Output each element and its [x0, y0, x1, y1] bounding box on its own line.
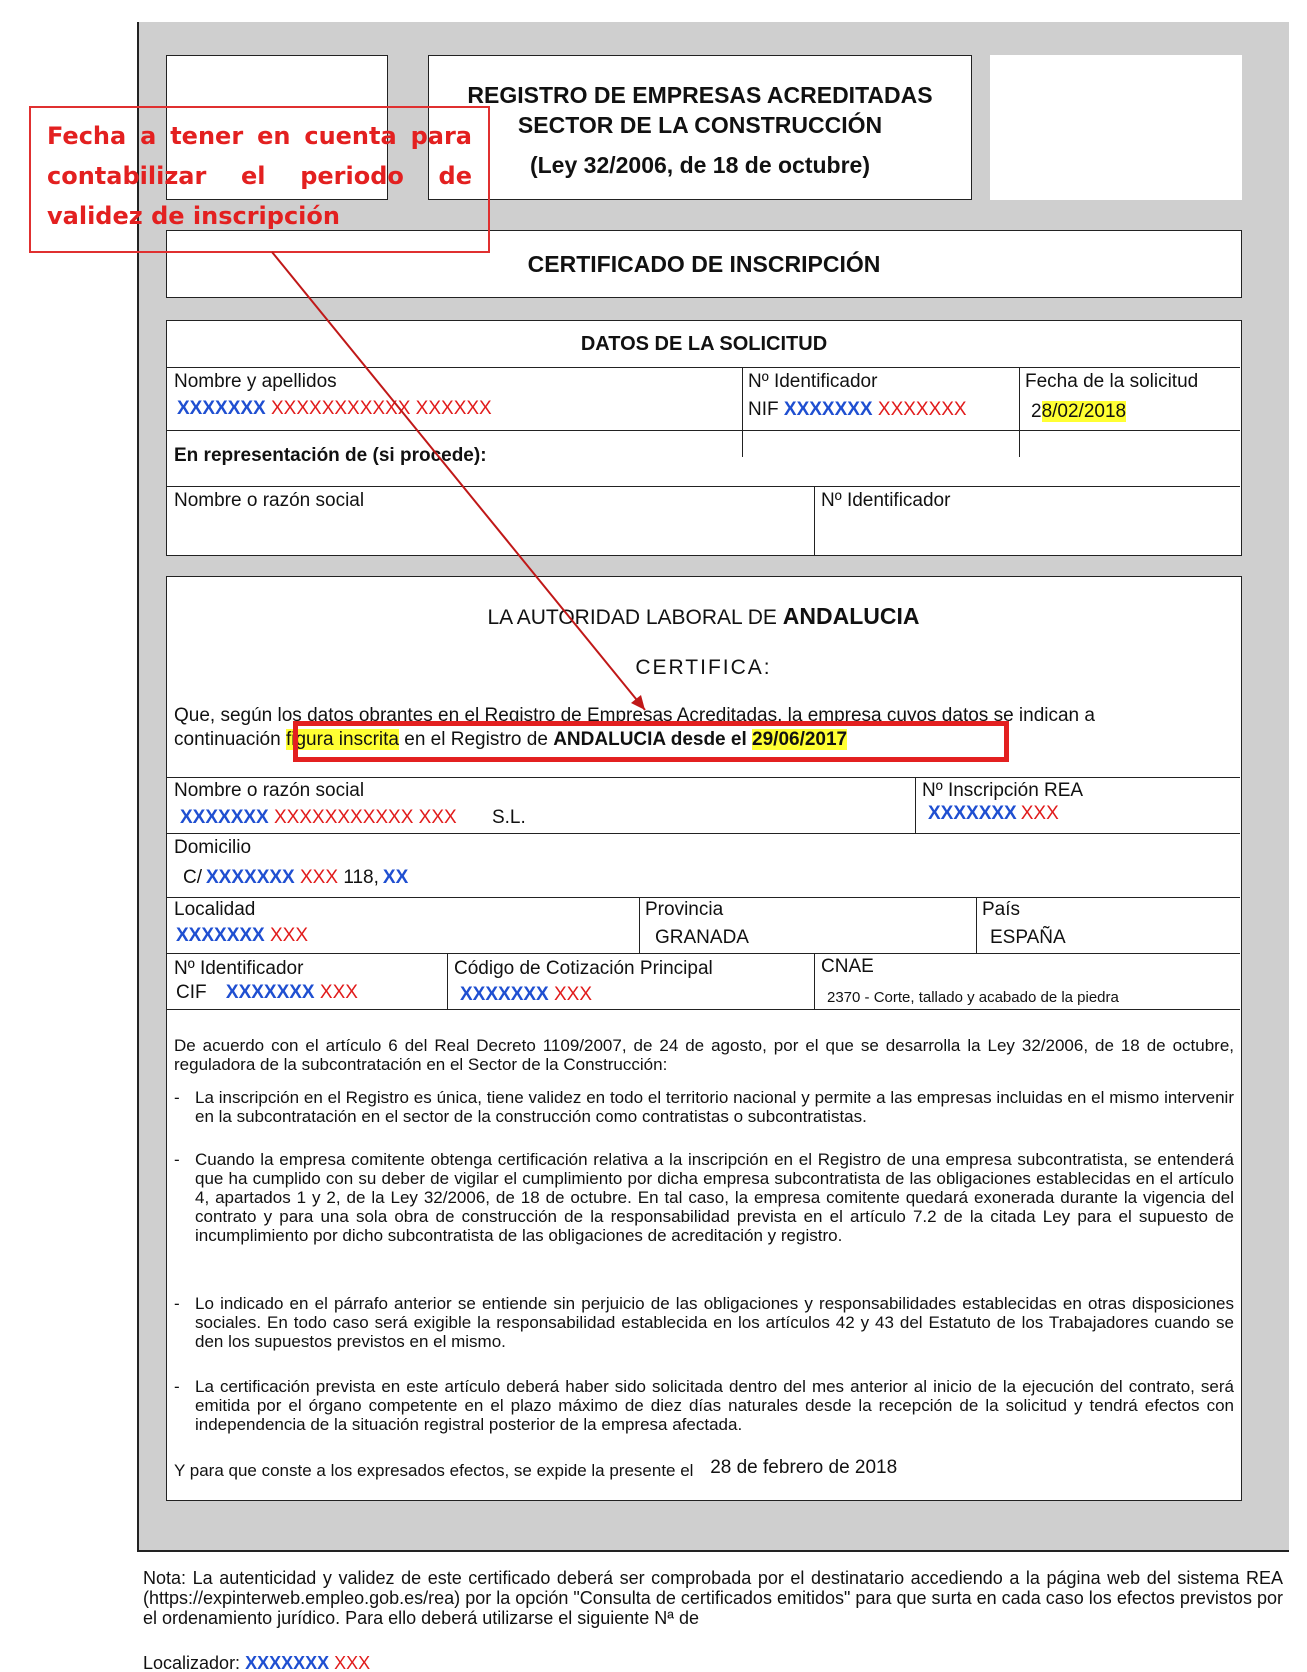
domicilio-label: Domicilio	[174, 837, 252, 858]
nid-value-1: XXXXXXX	[225, 982, 315, 1003]
id-prefix: NIF	[748, 399, 779, 420]
pais-value: ESPAÑA	[990, 927, 1066, 948]
certifica-word: CERTIFICA:	[635, 656, 772, 679]
legal-p2: Cuando la empresa comitente obtenga certificación relativa a la inscripción en el Registro de una empresa subcontratista, se entenderá que ha cumplido con su deber de vigilar el cumplimiento por dicha empresa subcontratista de las obligaciones establecidas en el artículo 4, apartados 1 y 2, de la Ley 32/2006, de 18 de octubre. En tal caso, la empresa comitente quedará exonerada durante la vigencia del contrato y para una sola obra de construcción de la responsabilidad prevista en el artículo 7.2 de la citada Ley para el supuesto de incumplimiento por dicho subcontratista de las obligaciones de acreditación y registro.	[195, 1150, 1234, 1245]
dom-value-3: XX	[382, 867, 409, 888]
nota-cut-value-2: XXX	[334, 1653, 371, 1672]
arrow-line	[272, 252, 645, 710]
rea-label: Nº Inscripción REA	[922, 780, 1084, 801]
bullet: -	[174, 1377, 180, 1396]
date-label: Fecha de la solicitud	[1025, 371, 1199, 392]
header-title-line1: REGISTRO DE EMPRESAS ACREDITADAS	[467, 82, 933, 108]
id-label: Nº Identificador	[748, 371, 878, 392]
ccc-value-2: XXX	[554, 984, 593, 1005]
id-value-1: XXXXXXX	[783, 399, 873, 420]
rep-id-label: Nº Identificador	[821, 490, 951, 511]
dom-value-2: XXX	[300, 867, 339, 888]
id-value-2: XXXXXXX	[877, 399, 967, 420]
legal-intro: De acuerdo con el artículo 6 del Real Decreto 1109/2007, de 24 de agosto, por el que se desarrolla la Ley 32/2006, de 18 de octubre, reguladora de la subcontratación en el Sector de la Construcción:	[174, 1036, 1234, 1074]
representacion-title: En representación de (si procede):	[174, 445, 487, 466]
loc-value-1: XXXXXXX	[176, 925, 265, 946]
nid-label: Nº Identificador	[174, 958, 304, 979]
emp-name-1: XXXXXXX	[180, 807, 269, 828]
authority-name: ANDALUCIA	[782, 603, 920, 629]
closing-text: Y para que conste a los expresados efectos, se expide la presente el	[174, 1461, 694, 1480]
bullet: -	[174, 1294, 180, 1313]
emp-name-label: Nombre o razón social	[174, 780, 365, 801]
rep-name-label: Nombre o razón social	[174, 490, 365, 511]
name-value-2: XXXXXXXXXXX XXXXXX	[271, 398, 492, 419]
text-a: continuación	[174, 729, 281, 750]
date-highlight: 8/02/2018	[1041, 401, 1127, 422]
nid-prefix: CIF	[176, 982, 207, 1003]
rea-value-2: XXX	[1020, 803, 1059, 824]
provincia-value: GRANADA	[655, 927, 749, 948]
annotation-text: Fecha a tener en cuenta para contabilizar el periodo de validez de inscripción	[47, 122, 472, 230]
pais-label: País	[982, 899, 1021, 920]
nota-text: Nota: La autenticidad y validez de este certificado deberá ser comprobada por el destinatario accediendo a la página web del sistema REA (https://expinterweb.empleo.gob.es/rea) por la opción "Consulta de certificados emitidos" para que surta en cada caso los efectos previstos por el ordenamiento jurídico. Para ello deberá utilizarse el siguiente Nª de	[143, 1568, 1283, 1628]
solicitud-title: DATOS DE LA SOLICITUD	[580, 333, 828, 355]
arrow-head	[631, 695, 645, 710]
loc-value-2: XXX	[270, 925, 309, 946]
nid-value-2: XXX	[319, 982, 358, 1003]
header-title-line2: SECTOR DE LA CONSTRUCCIÓN	[517, 112, 883, 138]
closing-date: 28 de febrero de 2018	[710, 1457, 898, 1478]
legal-p1: La inscripción en el Registro es única, tiene validez en todo el territorio nacional y permite a las empresas incluidas en el mismo intervenir en la subcontratación en el sector de la construcción como contratistas o subcontratistas.	[195, 1088, 1234, 1126]
header-law: (Ley 32/2006, de 18 de octubre)	[529, 152, 871, 178]
legal-p4: La certificación prevista en este artículo deberá haber sido solicitada dentro del mes anterior al inicio de la ejecución del contrato, será emitida por el órgano competente en el plazo máximo de diez días naturales desde la recepción de la solicitud y tendrá efectos con independencia de la situación registral posterior de la empresa afectada.	[195, 1377, 1234, 1434]
name-label: Nombre y apellidos	[174, 371, 337, 392]
emp-name-2: XXXXXXXXXXX XXX	[274, 807, 457, 828]
bullet: -	[174, 1088, 180, 1107]
ccc-label: Código de Cotización Principal	[454, 958, 713, 979]
date-first-digit: 2	[1031, 401, 1042, 422]
nota-cut-value-1: XXXXXXX	[245, 1653, 330, 1672]
nota-cut-prefix: Localizador:	[143, 1653, 241, 1672]
dom-number: 118,	[343, 867, 379, 888]
text-d: ANDALUCIA desde el	[553, 729, 747, 750]
certifica-text-line1: Que, según los datos obrantes en el Registro de Empresas Acreditadas, la empresa cuyos datos se indican a	[174, 705, 1095, 726]
cnae-value: 2370 - Corte, tallado y acabado de la piedra	[827, 989, 1119, 1006]
name-value-1: XXXXXXX	[177, 398, 266, 419]
dom-value-1: XXXXXXX	[206, 867, 295, 888]
provincia-label: Provincia	[645, 899, 724, 920]
cnae-label: CNAE	[821, 956, 874, 977]
legal-p3: Lo indicado en el párrafo anterior se entiende sin perjuicio de las obligaciones y responsabilidades establecidas en otras disposiciones sociales. En todo caso será exigible la responsabilidad establecida en los artículos 42 y 43 del Estatuto de los Trabajadores cuando se den los supuestos previstos en el mismo.	[195, 1294, 1234, 1351]
bullet: -	[174, 1150, 180, 1169]
emp-name-3: S.L.	[491, 807, 526, 828]
text-c: en el Registro de	[404, 729, 548, 750]
ccc-value-1: XXXXXXX	[460, 984, 549, 1005]
certificate-title: CERTIFICADO DE INSCRIPCIÓN	[527, 251, 881, 277]
localidad-label: Localidad	[174, 899, 256, 920]
dom-prefix: C/	[183, 867, 202, 888]
rea-value-1: XXXXXXX	[928, 803, 1017, 824]
inscription-date: 29/06/2017	[752, 729, 848, 750]
authority-prefix: LA AUTORIDAD LABORAL DE	[487, 606, 777, 629]
figura-inscrita: figura inscrita	[285, 729, 399, 750]
